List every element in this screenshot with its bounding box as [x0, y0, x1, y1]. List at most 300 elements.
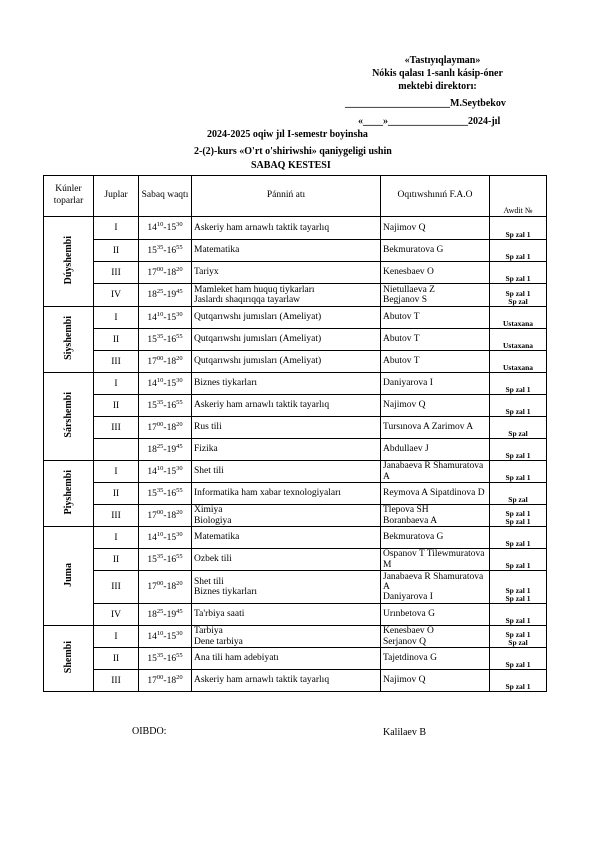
teacher-name: Kenesbaev O	[383, 626, 434, 637]
day-name: Siyshembi	[63, 316, 74, 360]
subject-name: Fizika	[194, 444, 218, 455]
pair-number: I	[94, 461, 139, 483]
room-cell	[490, 307, 547, 329]
day-cell	[44, 626, 94, 692]
lesson-time: $18^{25}-19^{45}$	[139, 604, 192, 626]
room-name: Ustaxana	[502, 318, 533, 328]
time-minute: 00	[156, 673, 164, 681]
teacher-name: Reymova A Sipatdinova D	[383, 488, 485, 499]
pair-number: II	[94, 395, 139, 417]
subject-cell	[192, 604, 381, 626]
time-minute: 00	[156, 420, 164, 428]
day-cell	[44, 307, 94, 373]
header-subject: Pánniń atı	[192, 176, 381, 217]
subject-name: Ozbek tili	[194, 554, 232, 565]
pair-number: III	[94, 505, 139, 527]
teacher-cell	[381, 461, 490, 483]
pair-number: IV	[94, 604, 139, 626]
subject-cell	[192, 307, 381, 329]
teacher-cell	[381, 670, 490, 692]
time-minute: 30	[176, 220, 183, 228]
room-cell	[490, 670, 547, 692]
teacher-name: Tursınova A Zarimov A	[383, 422, 474, 433]
time-hour: 15	[166, 532, 177, 543]
teacher-name: Najimov Q	[383, 400, 426, 411]
day-cell	[44, 373, 94, 461]
lesson-time: $15^{35}-16^{55}$	[139, 240, 192, 262]
time-minute: 25	[156, 607, 164, 615]
time-hour: 15	[147, 334, 157, 345]
teacher-name: Kenesbaev O	[383, 267, 434, 278]
lesson-time: $15^{35}-16^{55}$	[139, 395, 192, 417]
approval-line-3: mektebi direktorı:	[398, 81, 477, 92]
teacher-cell	[381, 527, 490, 549]
time-hour: 15	[166, 631, 177, 642]
lesson-time: $15^{35}-16^{55}$	[139, 483, 192, 505]
room-cell	[490, 626, 547, 648]
room-name: Sp zal 1	[505, 508, 531, 518]
lesson-time: $14^{10}-15^{30}$	[139, 217, 192, 240]
table-row	[44, 626, 547, 648]
title-line-2: 2-(2)-kurs «O'rt o'shiriwshi» qaniygeligi ushin	[194, 146, 392, 157]
subject-cell	[192, 351, 381, 373]
subject-name: Qutqarıwshı jumısları (Ameliyat)	[194, 334, 322, 345]
teacher-name: Najimov Q	[383, 222, 426, 233]
pair-number: II	[94, 329, 139, 351]
time-minute: 35	[156, 398, 164, 406]
subject-cell	[192, 527, 381, 549]
room-name: Sp zal 1	[505, 659, 531, 669]
teacher-name: Bekmuratova G	[383, 532, 444, 543]
room-cell	[490, 505, 547, 527]
room-name: Ustaxana	[502, 362, 533, 372]
pair-number: IV	[94, 284, 139, 307]
time-hour: 17	[147, 422, 157, 433]
time-hour: 14	[147, 532, 157, 543]
subject-cell	[192, 626, 381, 648]
teacher-name: Tajetdinova G	[383, 653, 437, 664]
time-minute: 35	[156, 651, 164, 659]
teacher-name: Daniyarova I	[383, 592, 433, 603]
time-hour: 18	[166, 267, 177, 278]
time-hour: 14	[147, 312, 157, 323]
pair-number: III	[94, 571, 139, 604]
table-row	[44, 329, 547, 351]
lesson-time: $17^{00}-18^{20}$	[139, 571, 192, 604]
time-minute: 30	[176, 464, 183, 472]
schedule-table	[43, 175, 547, 692]
time-hour: 19	[166, 609, 177, 620]
subject-name: Askeriy ham arnawlı taktik tayarlıq	[194, 400, 330, 411]
lesson-time: $14^{10}-15^{30}$	[139, 527, 192, 549]
time-hour: 18	[166, 675, 177, 686]
pair-number: III	[94, 417, 139, 439]
teacher-name: Begjanov S	[383, 295, 428, 305]
room-cell	[490, 549, 547, 571]
teacher-name: Bekmuratova G	[383, 245, 444, 256]
teacher-cell	[381, 217, 490, 240]
teacher-cell	[381, 373, 490, 395]
time-hour: 18	[166, 510, 177, 521]
teacher-cell	[381, 329, 490, 351]
room-name: Sp zal	[508, 428, 528, 438]
pair-number: I	[94, 527, 139, 549]
lesson-time: $15^{35}-16^{55}$	[139, 549, 192, 571]
subject-name: Qutqarıwshı jumısları (Ameliyat)	[194, 312, 322, 323]
lesson-time: $14^{10}-15^{30}$	[139, 626, 192, 648]
room-cell	[490, 262, 547, 284]
subject-name: Matematika	[194, 245, 240, 256]
time-minute: 00	[156, 354, 164, 362]
room-name: Sp zal 1	[505, 681, 531, 691]
subject-name: Ta'rbiya saati	[194, 609, 245, 620]
day-name: Dúyshembi	[63, 235, 74, 285]
room-cell	[490, 483, 547, 505]
room-name: Sp zal	[508, 494, 528, 504]
pair-number: I	[94, 217, 139, 240]
time-minute: 25	[156, 442, 164, 450]
subject-cell	[192, 395, 381, 417]
subject-cell	[192, 549, 381, 571]
subject-name: Dene tarbiya	[194, 636, 243, 647]
time-hour: 15	[166, 312, 177, 323]
approval-block	[330, 55, 545, 92]
subject-cell	[192, 284, 381, 307]
time-minute: 30	[176, 629, 183, 637]
time-hour: 18	[166, 422, 177, 433]
pair-number: II	[94, 483, 139, 505]
title-line-3: SABAQ KESTESI	[251, 160, 331, 171]
header-time: Sabaq waqtı	[139, 176, 192, 217]
table-row	[44, 571, 547, 604]
time-minute: 55	[176, 486, 183, 494]
header-room: Awdit №	[490, 176, 547, 217]
lesson-time: $17^{00}-18^{20}$	[139, 351, 192, 373]
teacher-cell	[381, 351, 490, 373]
room-name: Sp zal 1	[505, 593, 531, 603]
subject-name: Ximiya	[194, 505, 223, 516]
time-hour: 15	[147, 488, 157, 499]
teacher-cell	[381, 395, 490, 417]
subject-name: Askeriy ham arnawlı taktik tayarlıq	[194, 675, 330, 686]
time-minute: 35	[156, 552, 164, 560]
time-hour: 14	[147, 378, 157, 389]
pair-number: II	[94, 648, 139, 670]
table-row	[44, 483, 547, 505]
lesson-time: $15^{35}-16^{55}$	[139, 648, 192, 670]
teacher-name: Urınbetova G	[383, 609, 435, 620]
room-name: Sp zal 1	[505, 273, 531, 283]
time-minute: 45	[176, 287, 183, 295]
day-name: Juma	[63, 562, 74, 587]
subject-cell	[192, 461, 381, 483]
pair-number: I	[94, 626, 139, 648]
table-row	[44, 461, 547, 483]
teacher-name: Janabaeva R Shamuratova A	[383, 571, 484, 592]
room-cell	[490, 439, 547, 461]
time-hour: 14	[147, 223, 157, 233]
time-minute: 20	[176, 265, 183, 273]
pair-number: III	[94, 670, 139, 692]
lesson-time: $17^{00}-18^{20}$	[139, 262, 192, 284]
time-minute: 00	[156, 579, 164, 587]
subject-name: Biologiya	[194, 515, 232, 526]
table-row	[44, 549, 547, 571]
room-name: Sp zal 1	[505, 229, 531, 239]
table-row	[44, 284, 547, 307]
lesson-time: $17^{00}-18^{20}$	[139, 505, 192, 527]
time-hour: 15	[147, 554, 157, 565]
table-row	[44, 373, 547, 395]
footer-right-name: Kalilaev B	[383, 727, 427, 738]
table-row	[44, 262, 547, 284]
room-cell	[490, 461, 547, 483]
lesson-time: $14^{10}-15^{30}$	[139, 373, 192, 395]
room-name: Sp zal	[508, 296, 528, 306]
subject-name: Matematika	[194, 532, 240, 543]
header-teacher: Oqıtıwshınıń F.A.O	[381, 176, 490, 217]
room-name: Sp zal 1	[505, 585, 531, 595]
time-hour: 15	[147, 245, 157, 256]
teacher-cell	[381, 505, 490, 527]
subject-cell	[192, 439, 381, 461]
time-hour: 15	[147, 653, 157, 664]
time-minute: 10	[156, 530, 164, 538]
time-hour: 17	[147, 267, 157, 278]
time-minute: 10	[156, 464, 164, 472]
time-minute: 20	[176, 579, 183, 587]
lesson-time: $15^{35}-16^{55}$	[139, 329, 192, 351]
lesson-time: $14^{10}-15^{30}$	[139, 307, 192, 329]
subject-name: Informatika ham xabar texnologiyaları	[194, 488, 341, 499]
subject-cell	[192, 670, 381, 692]
teacher-name: Janabaeva R Shamuratova A	[383, 461, 484, 482]
day-cell	[44, 461, 94, 527]
teacher-name: Tlepova SH	[383, 505, 429, 516]
table-row	[44, 604, 547, 626]
time-hour: 16	[166, 400, 177, 411]
room-cell	[490, 527, 547, 549]
subject-name: Biznes tiykarları	[194, 587, 258, 597]
time-hour: 15	[166, 378, 177, 389]
room-cell	[490, 373, 547, 395]
time-hour: 14	[147, 466, 157, 477]
time-minute: 20	[176, 508, 183, 516]
time-hour: 15	[166, 223, 177, 233]
room-cell	[490, 329, 547, 351]
teacher-name: Najimov Q	[383, 675, 426, 686]
time-hour: 17	[147, 582, 157, 592]
subject-cell	[192, 329, 381, 351]
room-cell	[490, 395, 547, 417]
time-minute: 55	[176, 651, 183, 659]
teacher-cell	[381, 626, 490, 648]
room-cell	[490, 217, 547, 240]
time-hour: 18	[147, 290, 157, 300]
room-name: Sp zal 1	[505, 251, 531, 261]
time-minute: 20	[176, 420, 183, 428]
table-row	[44, 240, 547, 262]
time-minute: 35	[156, 332, 164, 340]
approval-line-2: Nókis qalası 1-sanlı kásip-óner	[372, 68, 503, 79]
header-pair: Juplar	[94, 176, 139, 217]
table-row	[44, 217, 547, 240]
teacher-cell	[381, 417, 490, 439]
time-minute: 10	[156, 376, 164, 384]
lesson-time: $17^{00}-18^{20}$	[139, 417, 192, 439]
time-hour: 15	[147, 400, 157, 411]
subject-cell	[192, 240, 381, 262]
table-row	[44, 351, 547, 373]
teacher-name: Boranbaeva A	[383, 515, 438, 526]
teacher-cell	[381, 483, 490, 505]
subject-cell	[192, 417, 381, 439]
time-hour: 17	[147, 356, 157, 367]
subject-cell	[192, 483, 381, 505]
subject-cell	[192, 648, 381, 670]
room-name: Sp zal 1	[505, 288, 531, 298]
table-row	[44, 307, 547, 329]
time-minute: 45	[176, 442, 183, 450]
lesson-time: $18^{25}-19^{45}$	[139, 439, 192, 461]
pair-number: I	[94, 307, 139, 329]
day-name: Sárshembi	[63, 392, 74, 438]
room-cell	[490, 648, 547, 670]
lesson-time: $14^{10}-15^{30}$	[139, 461, 192, 483]
teacher-cell	[381, 571, 490, 604]
table-header-row	[44, 176, 547, 217]
table-row	[44, 648, 547, 670]
room-name: Sp zal 1	[505, 560, 531, 570]
pair-number: II	[94, 549, 139, 571]
teacher-name: Ospanov T Tilewmuratova M	[383, 549, 485, 570]
time-hour: 15	[166, 466, 177, 477]
pair-number: I	[94, 373, 139, 395]
teacher-cell	[381, 549, 490, 571]
subject-name: Ana tili ham adebiyatı	[194, 653, 279, 664]
time-hour: 16	[166, 488, 177, 499]
time-hour: 18	[166, 582, 177, 592]
time-minute: 00	[156, 508, 164, 516]
lesson-time: $18^{25}-19^{45}$	[139, 284, 192, 307]
time-hour: 17	[147, 675, 157, 686]
time-minute: 35	[156, 486, 164, 494]
lesson-time: $17^{00}-18^{20}$	[139, 670, 192, 692]
teacher-cell	[381, 439, 490, 461]
teacher-cell	[381, 284, 490, 307]
time-minute: 30	[176, 310, 183, 318]
room-name: Sp zal 1	[505, 450, 531, 460]
table-row	[44, 395, 547, 417]
approval-line-1: «Tastıyıqlayman»	[404, 55, 481, 66]
time-hour: 16	[166, 653, 177, 664]
room-name: Sp zal 1	[505, 615, 531, 625]
room-name: Sp zal 1	[505, 384, 531, 394]
day-cell	[44, 217, 94, 307]
teacher-name: Abutov T	[383, 334, 420, 345]
day-cell	[44, 527, 94, 626]
pair-number: II	[94, 240, 139, 262]
time-hour: 16	[166, 245, 177, 256]
time-minute: 55	[176, 243, 183, 251]
time-minute: 55	[176, 332, 183, 340]
room-name: Sp zal	[508, 637, 528, 647]
time-minute: 25	[156, 287, 164, 295]
day-name: Piyshembi	[63, 469, 74, 515]
time-minute: 10	[156, 220, 164, 228]
room-name: Sp zal 1	[505, 472, 531, 482]
subject-name: Askeriy ham arnawlı taktik tayarlıq	[194, 222, 330, 233]
time-minute: 20	[176, 354, 183, 362]
time-minute: 55	[176, 398, 183, 406]
subject-name: Qutqarıwshı jumısları (Ameliyat)	[194, 356, 322, 367]
footer-left-label: OIBDO:	[132, 726, 167, 737]
teacher-name: Abutov T	[383, 312, 420, 323]
subject-name: Tariyx	[194, 267, 219, 278]
table-row	[44, 670, 547, 692]
header-day: Kúnler toparlar	[44, 176, 94, 217]
pair-number: III	[94, 351, 139, 373]
pair-number	[94, 439, 139, 461]
subject-cell	[192, 571, 381, 604]
time-minute: 30	[176, 530, 183, 538]
teacher-cell	[381, 604, 490, 626]
subject-name: Rus tili	[194, 422, 222, 433]
time-hour: 14	[147, 631, 157, 642]
teacher-name: Nietullaeva Z	[383, 284, 435, 295]
room-name: Ustaxana	[502, 340, 533, 350]
time-hour: 16	[166, 334, 177, 345]
teacher-cell	[381, 307, 490, 329]
room-cell	[490, 351, 547, 373]
room-cell	[490, 604, 547, 626]
schedule-body	[44, 217, 547, 692]
teacher-name: Abutov T	[383, 356, 420, 367]
time-minute: 30	[176, 376, 183, 384]
teacher-cell	[381, 648, 490, 670]
table-row	[44, 527, 547, 549]
subject-cell	[192, 262, 381, 284]
teacher-name: Abdullaev J	[383, 444, 429, 455]
table-row	[44, 417, 547, 439]
time-minute: 20	[176, 673, 183, 681]
room-name: Sp zal 1	[505, 629, 531, 639]
subject-name: Tarbiya	[194, 626, 223, 637]
room-name: Sp zal 1	[505, 406, 531, 416]
subject-name: Jaslardı shaqırıqqa tayarlaw	[194, 295, 301, 305]
room-cell	[490, 417, 547, 439]
day-name: Shembi	[63, 640, 74, 674]
time-minute: 10	[156, 310, 164, 318]
time-minute: 00	[156, 265, 164, 273]
room-name: Sp zal 1	[505, 516, 531, 526]
time-hour: 19	[166, 290, 177, 300]
subject-cell	[192, 505, 381, 527]
time-hour: 18	[166, 356, 177, 367]
pair-number: III	[94, 262, 139, 284]
time-hour: 18	[147, 609, 157, 620]
time-hour: 19	[166, 444, 177, 455]
teacher-cell	[381, 240, 490, 262]
teacher-name: Serjanov Q	[383, 636, 427, 647]
subject-name: Shet tili	[194, 576, 224, 587]
subject-cell	[192, 373, 381, 395]
table-row	[44, 505, 547, 527]
title-line-1: 2024-2025 oqiw jıl I-semestr boyinsha	[207, 129, 368, 140]
time-minute: 55	[176, 552, 183, 560]
subject-cell	[192, 217, 381, 240]
time-minute: 45	[176, 607, 183, 615]
